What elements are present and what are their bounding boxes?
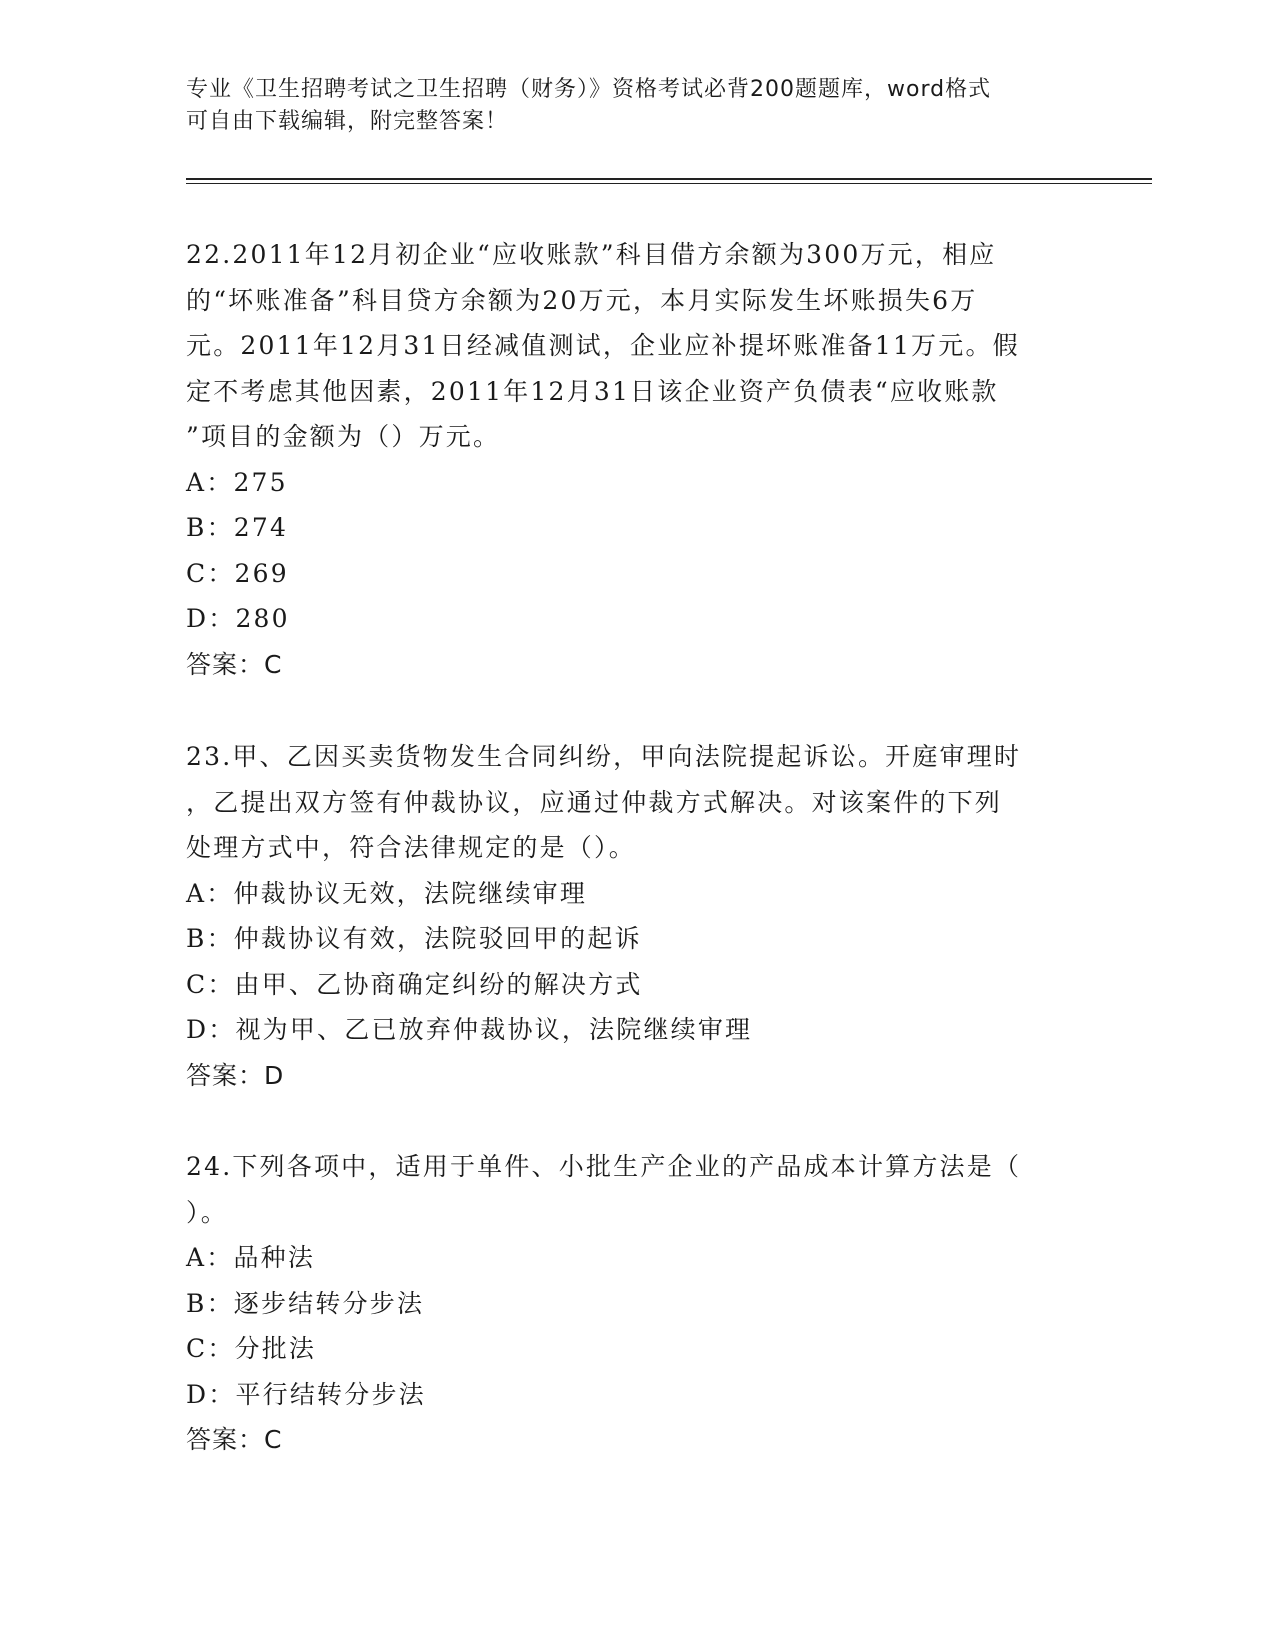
option-d: D：平行结转分步法 [186,1379,426,1409]
question-stem-line: 处理方式中，符合法律规定的是（）。 [186,833,636,862]
option-d: D：视为甲、乙已放弃仲裁协议，法院继续审理 [186,1015,753,1044]
option-b: B：逐步结转分步法 [186,1288,425,1318]
question-stem-line: ）。 [186,1197,228,1227]
option-c: C：分批法 [186,1334,317,1363]
option-c: C：由甲、乙协商确定纠纷的解决方式 [186,969,643,999]
answer-line: 答案：C [186,1425,283,1454]
question-stem-line: 23.甲、乙因买卖货物发生合同纠纷，甲向法院提起诉讼。开庭审理时 [186,742,1022,771]
option-b: B：274 [186,513,289,542]
option-a: A：品种法 [186,1243,316,1272]
question-stem-line: 的“坏账准备”科目贷方余额为20万元，本月实际发生坏账损失6万 [186,285,978,315]
question-24 [186,1144,1086,1463]
option-c: C：269 [186,558,289,588]
option-b: B：仲裁协议有效，法院驳回甲的起诉 [186,924,642,953]
header-divider [186,178,1152,184]
question-stem-line: 24.下列各项中，适用于单件、小批生产企业的产品成本计算方法是（ [186,1152,1022,1181]
option-a: A：275 [186,467,288,497]
header-line: 专业《卫生招聘考试之卫生招聘（财务）》资格考试必背200题题库，word格式 [186,77,992,102]
question-stem-line: 元。2011年12月31日经减值测试，企业应补提坏账准备11万元。假 [186,331,1020,360]
question-22 [186,232,1086,687]
document-header [186,74,1066,138]
question-stem-line: 22.2011年12月初企业“应收账款”科目借方余额为300万元，相应 [186,240,997,269]
answer-line: 答案：C [186,649,283,679]
answer-line: 答案：D [186,1060,285,1090]
question-stem-line: ，乙提出双方签有仲裁协议，应通过仲裁方式解决。对该案件的下列 [186,787,1003,817]
question-stem-line: ”项目的金额为（）万元。 [186,422,501,451]
question-stem-line: 定不考虑其他因素，2011年12月31日该企业资产负债表“应收账款 [186,376,999,406]
option-d: D：280 [186,604,290,633]
header-line: 可自由下载编辑，附完整答案！ [186,109,509,134]
question-23 [186,734,1086,1098]
option-a: A：仲裁协议无效，法院继续审理 [186,878,588,908]
